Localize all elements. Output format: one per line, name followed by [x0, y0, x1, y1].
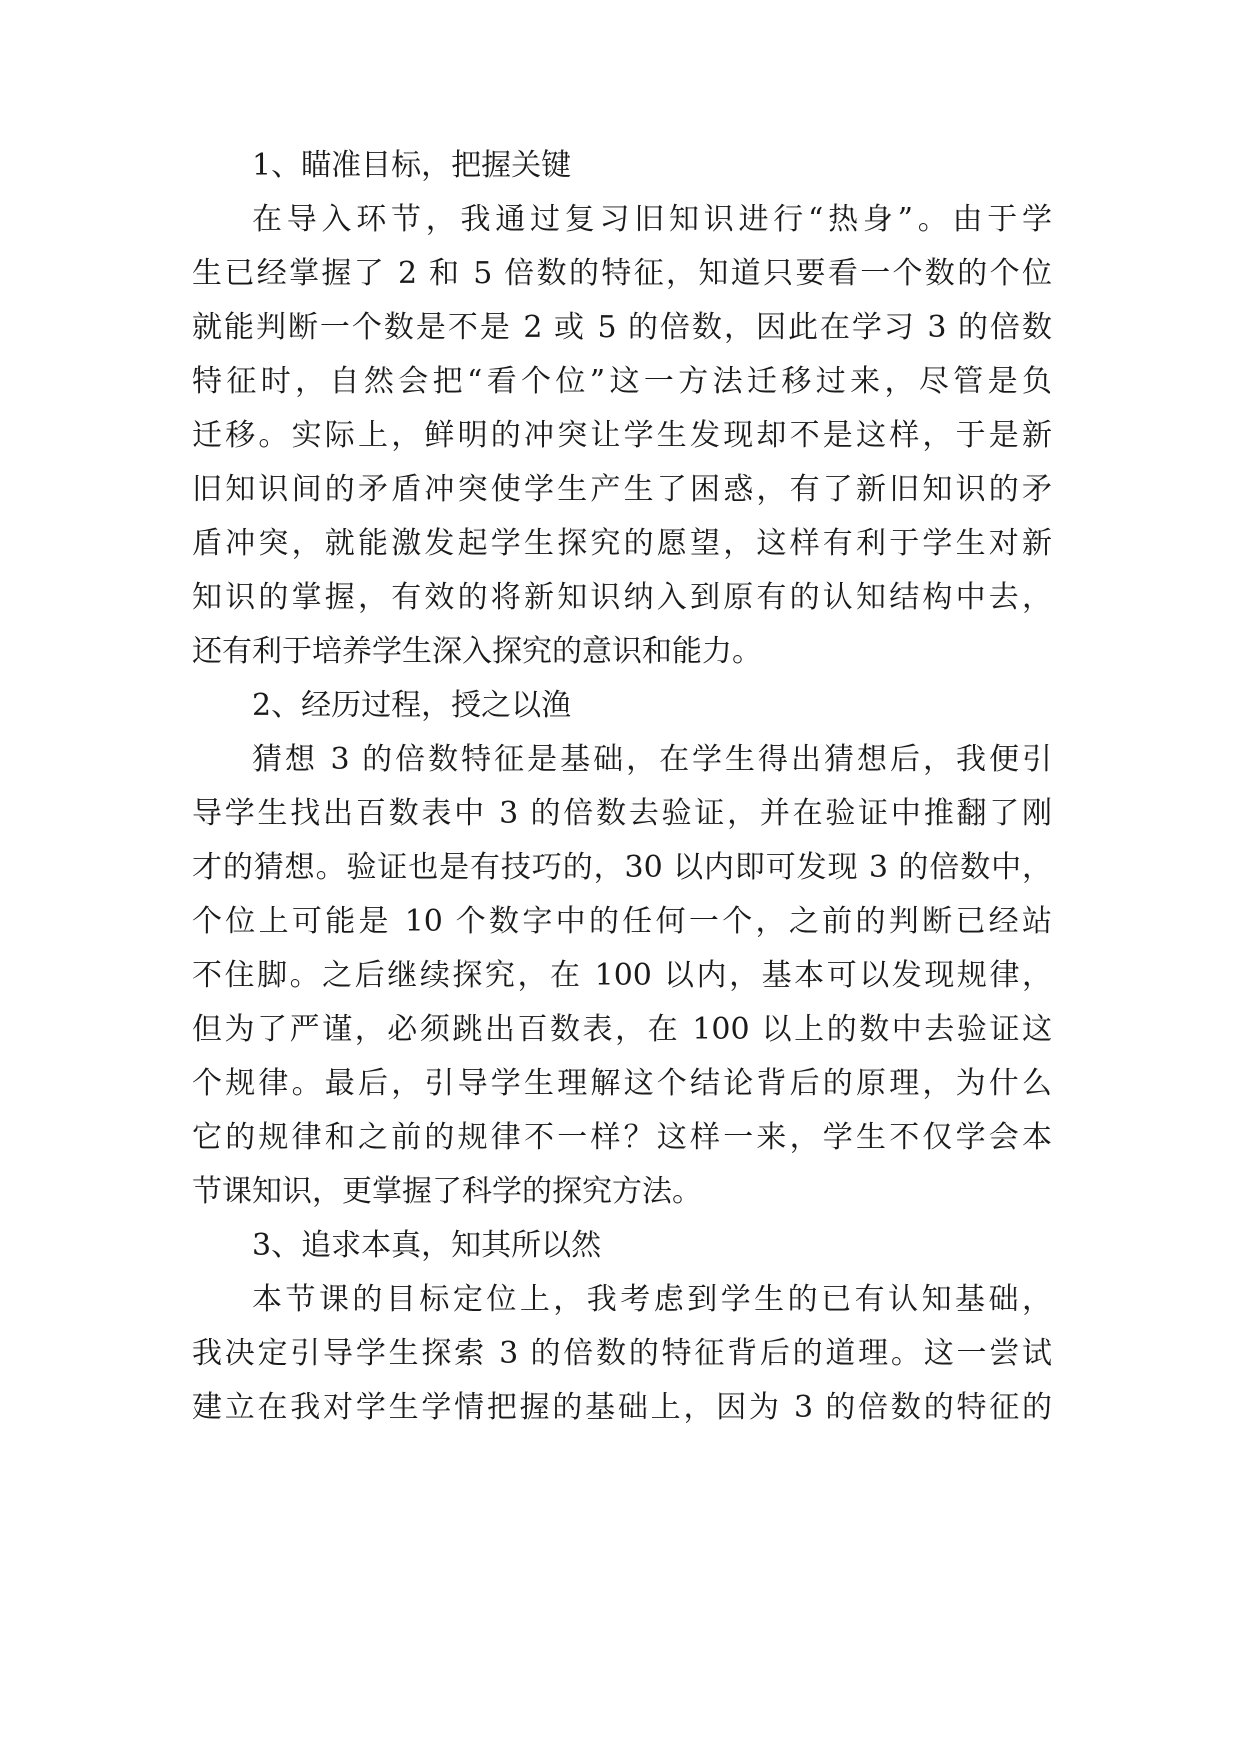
paragraph-line: 生已经掌握了 2 和 5 倍数的特征，知道只要看一个数的个位: [192, 256, 1052, 291]
paragraph-line: 但为了严谨，必须跳出百数表，在 100 以上的数中去验证这: [192, 1012, 1052, 1047]
paragraph-line: 个规律。最后，引导学生理解这个结论背后的原理，为什么: [192, 1066, 1052, 1101]
paragraph-line: 就能判断一个数是不是 2 或 5 的倍数，因此在学习 3 的倍数: [192, 310, 1052, 345]
section-heading-1: 1、瞄准目标，把握关键: [252, 148, 572, 183]
paragraph-line: 本节课的目标定位上，我考虑到学生的已有认知基础，: [252, 1282, 1052, 1317]
paragraph-line: 个位上可能是 10 个数字中的任何一个，之前的判断已经站: [192, 904, 1052, 939]
paragraph-line: 导学生找出百数表中 3 的倍数去验证，并在验证中推翻了刚: [192, 796, 1052, 831]
paragraph-line: 在导入环节，我通过复习旧知识进行“热身”。由于学: [252, 202, 1052, 237]
paragraph-line: 猜想 3 的倍数特征是基础，在学生得出猜想后，我便引: [252, 742, 1052, 777]
section-heading-2: 2、经历过程，授之以渔: [252, 688, 572, 723]
paragraph-line: 盾冲突，就能激发起学生探究的愿望，这样有利于学生对新: [192, 526, 1052, 561]
section-heading-3: 3、追求本真，知其所以然: [252, 1228, 602, 1263]
paragraph-line: 特征时，自然会把“看个位”这一方法迁移过来，尽管是负: [192, 364, 1052, 399]
paragraph-line: 迁移。实际上，鲜明的冲突让学生发现却不是这样，于是新: [192, 418, 1052, 453]
paragraph-line: 不住脚。之后继续探究，在 100 以内，基本可以发现规律，: [192, 958, 1052, 993]
paragraph-line: 我决定引导学生探索 3 的倍数的特征背后的道理。这一尝试: [192, 1336, 1052, 1371]
paragraph-line: 才的猜想。验证也是有技巧的，30 以内即可发现 3 的倍数中，: [192, 850, 1052, 885]
paragraph-line: 还有利于培养学生深入探究的意识和能力。: [192, 634, 762, 669]
paragraph-line: 知识的掌握，有效的将新知识纳入到原有的认知结构中去，: [192, 580, 1052, 615]
paragraph-line: 建立在我对学生学情把握的基础上，因为 3 的倍数的特征的: [192, 1390, 1052, 1425]
paragraph-line: 它的规律和之前的规律不一样？这样一来，学生不仅学会本: [192, 1120, 1052, 1155]
paragraph-line: 旧知识间的矛盾冲突使学生产生了困惑，有了新旧知识的矛: [192, 472, 1052, 507]
paragraph-line: 节课知识，更掌握了科学的探究方法。: [192, 1174, 702, 1209]
